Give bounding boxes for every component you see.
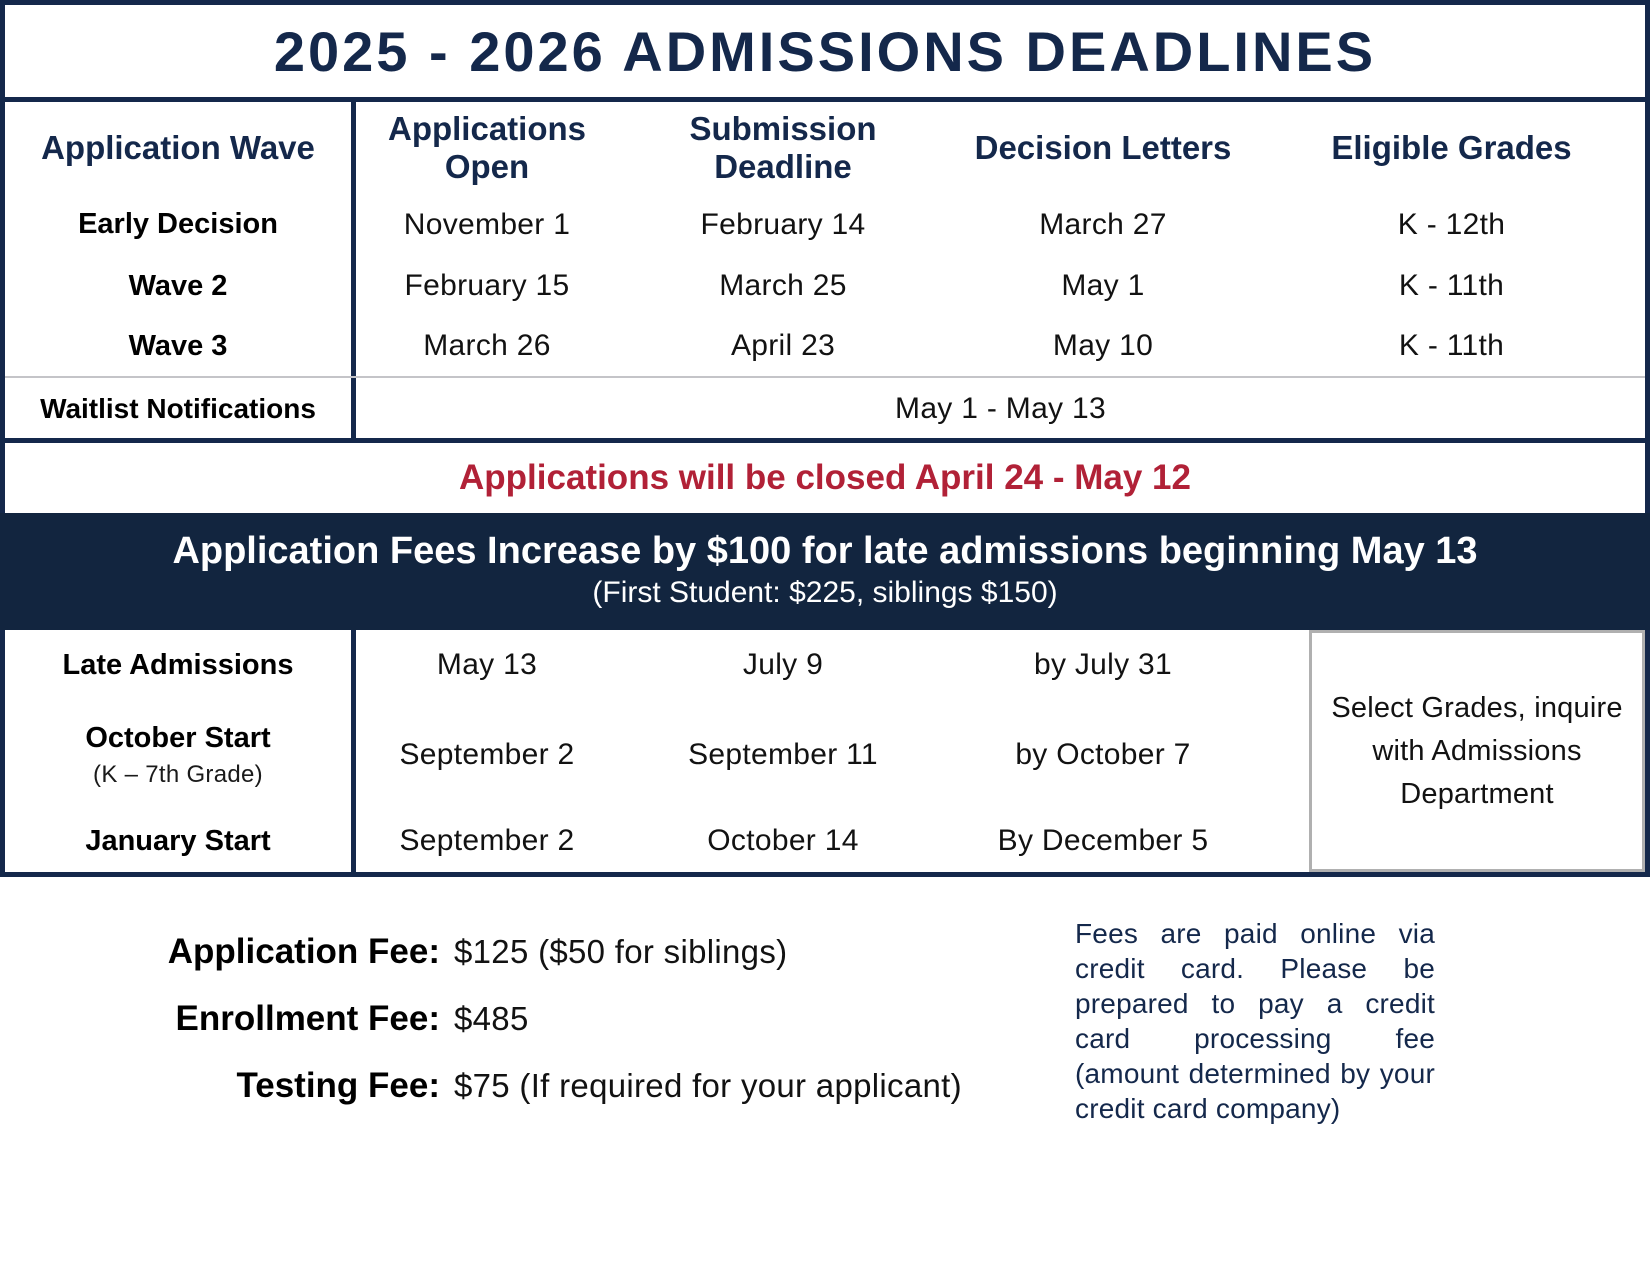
table-row-early-decision xyxy=(5,193,1645,256)
title-box xyxy=(0,0,1650,102)
submission-deadline-value: April 23 xyxy=(730,329,836,362)
application-fee-label: Application Fee: xyxy=(167,932,440,971)
page-title: 2025 - 2026 ADMISSIONS DEADLINES xyxy=(273,19,1377,83)
row-label: Wave 3 xyxy=(5,316,356,376)
applications-closed-notice-row xyxy=(0,443,1650,513)
fee-increase-banner xyxy=(0,513,1650,630)
payment-method-note: Fees are paid online via credit card. Please be prepared to pay a credit card processing fee (amount determined by your credit card company) xyxy=(1075,918,1435,1124)
applications-closed-notice: Applications will be closed April 24 - May 12 xyxy=(459,458,1191,497)
applications-open-value: September 2 xyxy=(399,824,575,857)
testing-fee-value: $75 (If required for your applicant) xyxy=(454,1067,962,1104)
table-row-wave-2 xyxy=(5,256,1645,316)
fee-increase-headline: Application Fees Increase by $100 for late admissions beginning May 13 xyxy=(172,530,1478,572)
eligible-grades-value: K - 11th xyxy=(1398,329,1505,362)
eligible-grades-value: K - 12th xyxy=(1397,207,1506,241)
header-decision-letters: Decision Letters xyxy=(974,128,1232,166)
submission-deadline-value: March 25 xyxy=(719,269,847,302)
deadlines-header-row xyxy=(5,102,1645,193)
decision-letters-value: By December 5 xyxy=(997,824,1209,857)
decision-letters-value: March 27 xyxy=(1039,207,1167,241)
submission-deadline-value: September 11 xyxy=(688,738,878,771)
row-label: Early Decision xyxy=(5,193,356,256)
decision-letters-value: May 1 xyxy=(1061,269,1145,302)
deadlines-table xyxy=(0,102,1650,443)
decision-letters-value: by October 7 xyxy=(1015,738,1191,771)
applications-open-value: November 1 xyxy=(403,207,571,241)
enrollment-fee-value: $485 xyxy=(454,1000,529,1037)
table-row-wave-3 xyxy=(5,316,1645,376)
applications-open-value: February 15 xyxy=(404,269,570,302)
submission-deadline-value: February 14 xyxy=(700,207,866,241)
waitlist-label: Waitlist Notifications xyxy=(5,378,356,439)
row-label: October Start xyxy=(85,721,271,754)
row-label: Late Admissions xyxy=(5,630,356,700)
table-row-waitlist xyxy=(5,376,1645,439)
fee-row-application xyxy=(120,930,1040,974)
header-eligible-grades: Eligible Grades xyxy=(1331,128,1572,166)
applications-open-value: March 26 xyxy=(423,329,551,362)
application-fee-value: $125 ($50 for siblings) xyxy=(454,933,788,970)
header-applications-open: Applications Open xyxy=(387,109,587,185)
row-sublabel: (K – 7th Grade) xyxy=(93,760,263,788)
fee-row-enrollment xyxy=(120,997,1040,1041)
submission-deadline-value: July 9 xyxy=(742,648,824,681)
row-label: Wave 2 xyxy=(5,256,356,316)
submission-deadline-value: October 14 xyxy=(707,824,859,857)
fee-increase-subline: (First Student: $225, siblings $150) xyxy=(592,576,1058,609)
fees-section xyxy=(120,930,1040,1131)
applications-open-value: September 2 xyxy=(399,738,575,771)
testing-fee-label: Testing Fee: xyxy=(236,1066,440,1105)
late-admissions-table xyxy=(0,630,1650,877)
select-grades-note: Select Grades, inquire with Admissions Department xyxy=(1309,630,1645,872)
decision-letters-value: by July 31 xyxy=(1033,648,1173,681)
applications-open-value: May 13 xyxy=(436,648,538,681)
decision-letters-value: May 10 xyxy=(1052,329,1154,362)
waitlist-dates: May 1 - May 13 xyxy=(895,391,1106,425)
header-application-wave: Application Wave xyxy=(5,102,356,193)
fee-row-testing xyxy=(120,1064,1040,1108)
header-submission-deadline: Submission Deadline xyxy=(689,109,877,185)
eligible-grades-value: K - 11th xyxy=(1398,269,1505,302)
enrollment-fee-label: Enrollment Fee: xyxy=(175,999,440,1038)
row-label: January Start xyxy=(5,810,356,872)
row-label-group xyxy=(5,700,356,810)
